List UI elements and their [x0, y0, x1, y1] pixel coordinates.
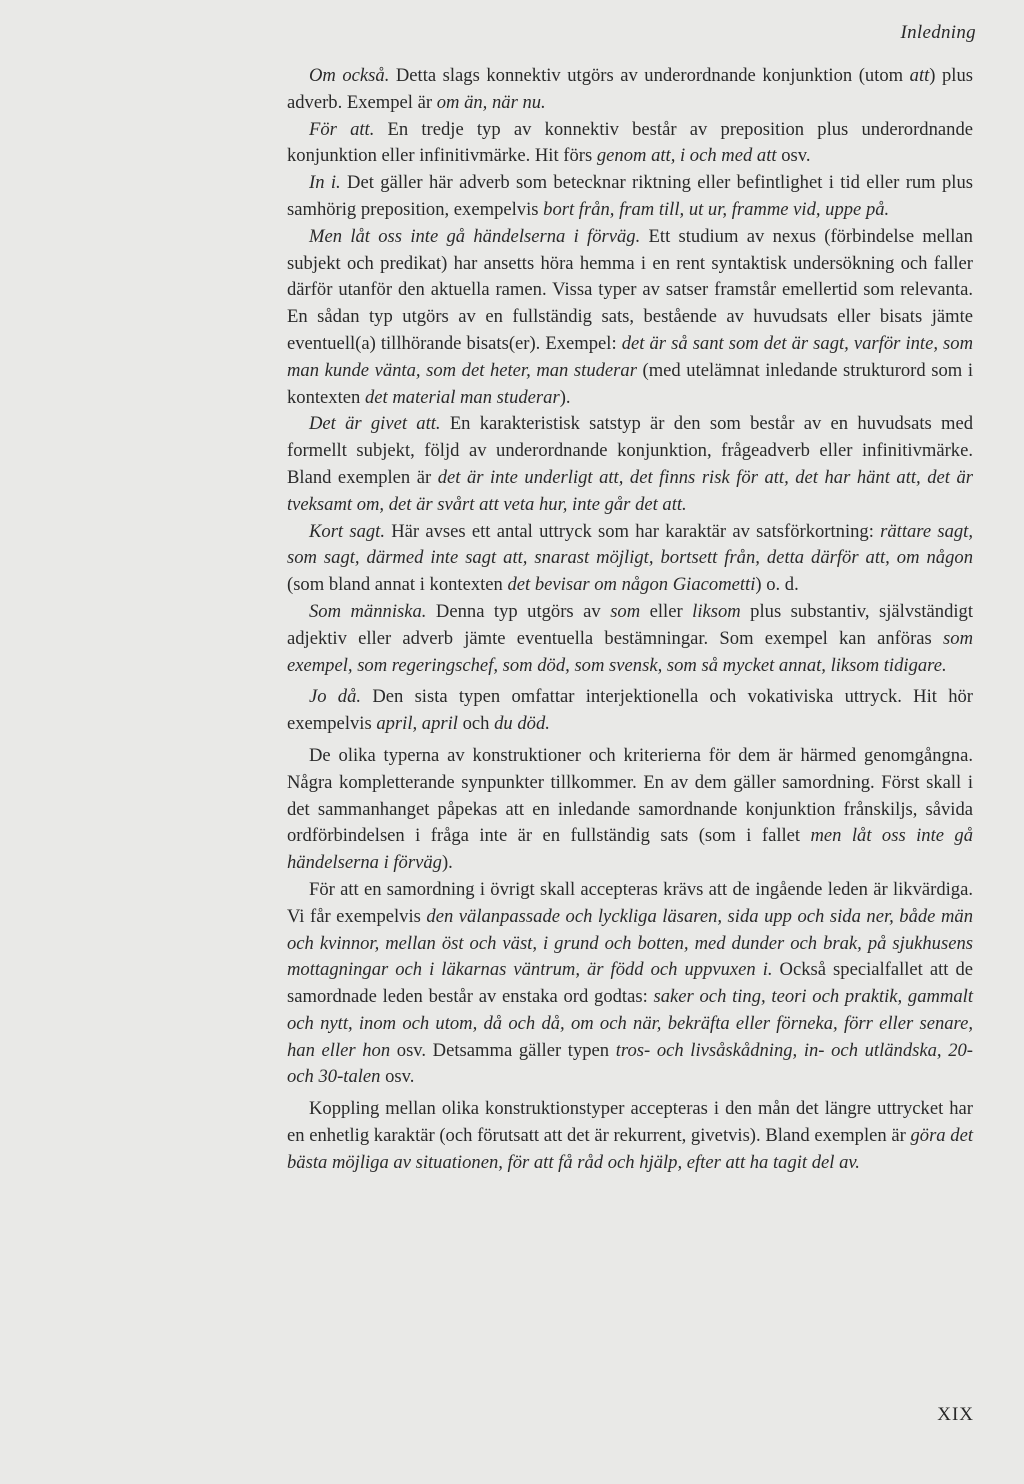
text-run: plus substantiv, självständigt adjektiv eller adverb jämte eventuella bestämningar. Som exempel kan anföras: [287, 600, 973, 649]
text-run: och: [457, 713, 495, 735]
text-run: För att en samordning i övrigt skall accepteras krävs att de ingående leden är likvärdiga. Vi får exempelvis: [287, 878, 973, 927]
body-text: [287, 63, 973, 1177]
italic-text: Jo då.: [309, 686, 362, 708]
text-run: Denna typ utgörs av: [426, 600, 611, 622]
italic-text: För att.: [309, 118, 375, 140]
italic-text: det är så sant som det är sagt, varför inte, som man kunde vänta, som det heter, man studerar: [287, 332, 974, 381]
paragraph: [287, 1096, 973, 1176]
paragraph: [287, 743, 973, 877]
italic-text: Kort sagt.: [309, 520, 385, 542]
page-number: XIX: [937, 1404, 974, 1425]
italic-text: bort från, fram till, ut ur, framme vid, uppe på.: [543, 198, 890, 220]
text-run: En tredje typ av konnektiv består av preposition plus underordnande konjunktion eller infinitivmärke. Hit förs: [287, 118, 973, 167]
italic-text: att: [909, 65, 930, 86]
text-run: osv.: [776, 145, 811, 167]
italic-text: det bevisar om någon Giacometti: [507, 574, 756, 596]
italic-text: tros- och livsåskådning, in- och utländska, 20- och 30-talen: [287, 1039, 973, 1088]
paragraph: [287, 877, 973, 1091]
text-run: Koppling mellan olika konstruktionstyper accepteras i den mån det längre uttrycket har en enhetlig karaktär (och förutsatt att det är rekurrent, givetvis). Bland exemplen är: [287, 1098, 973, 1147]
paragraph: [287, 117, 973, 171]
italic-text: som exempel, som regeringschef, som död, som svensk, som så mycket annat, liksom tidigare.: [287, 627, 973, 676]
text-run: osv.: [380, 1066, 415, 1088]
italic-text: In i.: [309, 172, 341, 194]
text-run: eller: [640, 600, 693, 622]
text-run: ).: [559, 386, 571, 408]
paragraph: [287, 170, 973, 224]
paragraph: [287, 411, 973, 518]
running-head: Inledning: [900, 22, 976, 43]
italic-text: Men låt oss inte gå händelserna i förväg.: [309, 225, 641, 247]
italic-text: rättare sagt, som sagt, därmed inte sagt att, snarast möjligt, bortsett från, detta därför att, om någon: [287, 520, 973, 569]
italic-text: som: [610, 600, 641, 622]
paragraph: [287, 684, 973, 738]
text-run: (med utelämnat inledande strukturord som i kontexten: [287, 359, 973, 408]
italic-text: du död.: [494, 713, 550, 735]
text-run: ) plus adverb. Exempel är: [287, 65, 973, 113]
text-run: Här avses ett antal uttryck som har karaktär av satsförkortning:: [385, 520, 881, 542]
italic-text: liksom: [692, 600, 741, 622]
text-run: ) o. d.: [755, 574, 799, 596]
text-run: Detta slags konnektiv utgörs av underordnande konjunktion (utom: [389, 65, 910, 86]
italic-text: Det är givet att.: [309, 413, 441, 435]
italic-text: göra det bästa möjliga av situationen, för att få råd och hjälp, efter att ha tagit del av.: [287, 1125, 973, 1173]
text-run: De olika typerna av konstruktioner och kriterierna för dem är härmed genomgångna. Några kompletterande synpunkter tillkommer. En av dem gäller samordning. Först skall i det sammanhanget påpekas att en inledande samordnande konjunktion frånskiljs, såvida ordförbindelsen i fråga inte är en fullständig sats (som i fallet: [287, 744, 973, 847]
italic-text: genom att, i och med att: [596, 145, 777, 167]
text-run: Den sista typen omfattar interjektionella och vokativiska uttryck. Hit hör exempelvis: [287, 686, 973, 735]
italic-text: om än, när nu.: [436, 91, 546, 113]
paragraph: [287, 224, 973, 412]
italic-text: saker och ting, teori och praktik, gammalt och nytt, inom och utom, då och då, om och när, bekräfta eller förneka, förr eller senare, han eller hon: [287, 986, 973, 1061]
italic-text: Som människa.: [309, 600, 427, 622]
text-run: osv. Detsamma gäller typen: [390, 1039, 616, 1061]
paragraph: [287, 519, 973, 599]
text-run: En karakteristisk satstyp är den som består av en huvudsats med formellt subjekt, följd av underordnande konjunktion, frågeadverb eller infinitivmärke. Bland exemplen är: [287, 413, 973, 488]
italic-text: det material man studerar: [364, 386, 560, 408]
text-run: Det gäller här adverb som betecknar riktning eller befintlighet i tid eller rum plus samhörig preposition, exempelvis: [287, 172, 974, 220]
text-run: ).: [441, 852, 453, 874]
italic-text: april, april: [376, 713, 458, 735]
text-run: (som bland annat i kontexten: [287, 574, 508, 596]
italic-text: den välanpassade och lyckliga läsaren, sida upp och sida ner, både män och kvinnor, mellan öst och väst, i grund och botten, med dunder och brak, på sjukhusens mottagningar och i läkarnas väntrum, är född och uppvuxen i.: [287, 905, 973, 981]
italic-text: Om också.: [309, 65, 390, 86]
paragraph: [287, 63, 973, 117]
paragraph: [287, 599, 973, 679]
text-run: Också specialfallet att de samordnade leden består av enstaka ord godtas:: [287, 959, 974, 1008]
text-run: Ett studium av nexus (förbindelse mellan subjekt och predikat) har ansetts höra hemma i en rent syntaktisk undersökning och faller därför utanför den aktuella ramen. Vissa typer av satser framstår emellertid som relevanta. En sådan typ utgörs av en fullständig sats, bestående av huvudsats eller bisats jämte eventuell(a) tillhörande bisats(er). Exempel:: [287, 225, 973, 354]
italic-text: men låt oss inte gå händelserna i förväg: [287, 825, 973, 874]
italic-text: det är inte underligt att, det finns risk för att, det har hänt att, det är tveksamt om, det är svårt att veta hur, inte går det att.: [287, 466, 973, 515]
